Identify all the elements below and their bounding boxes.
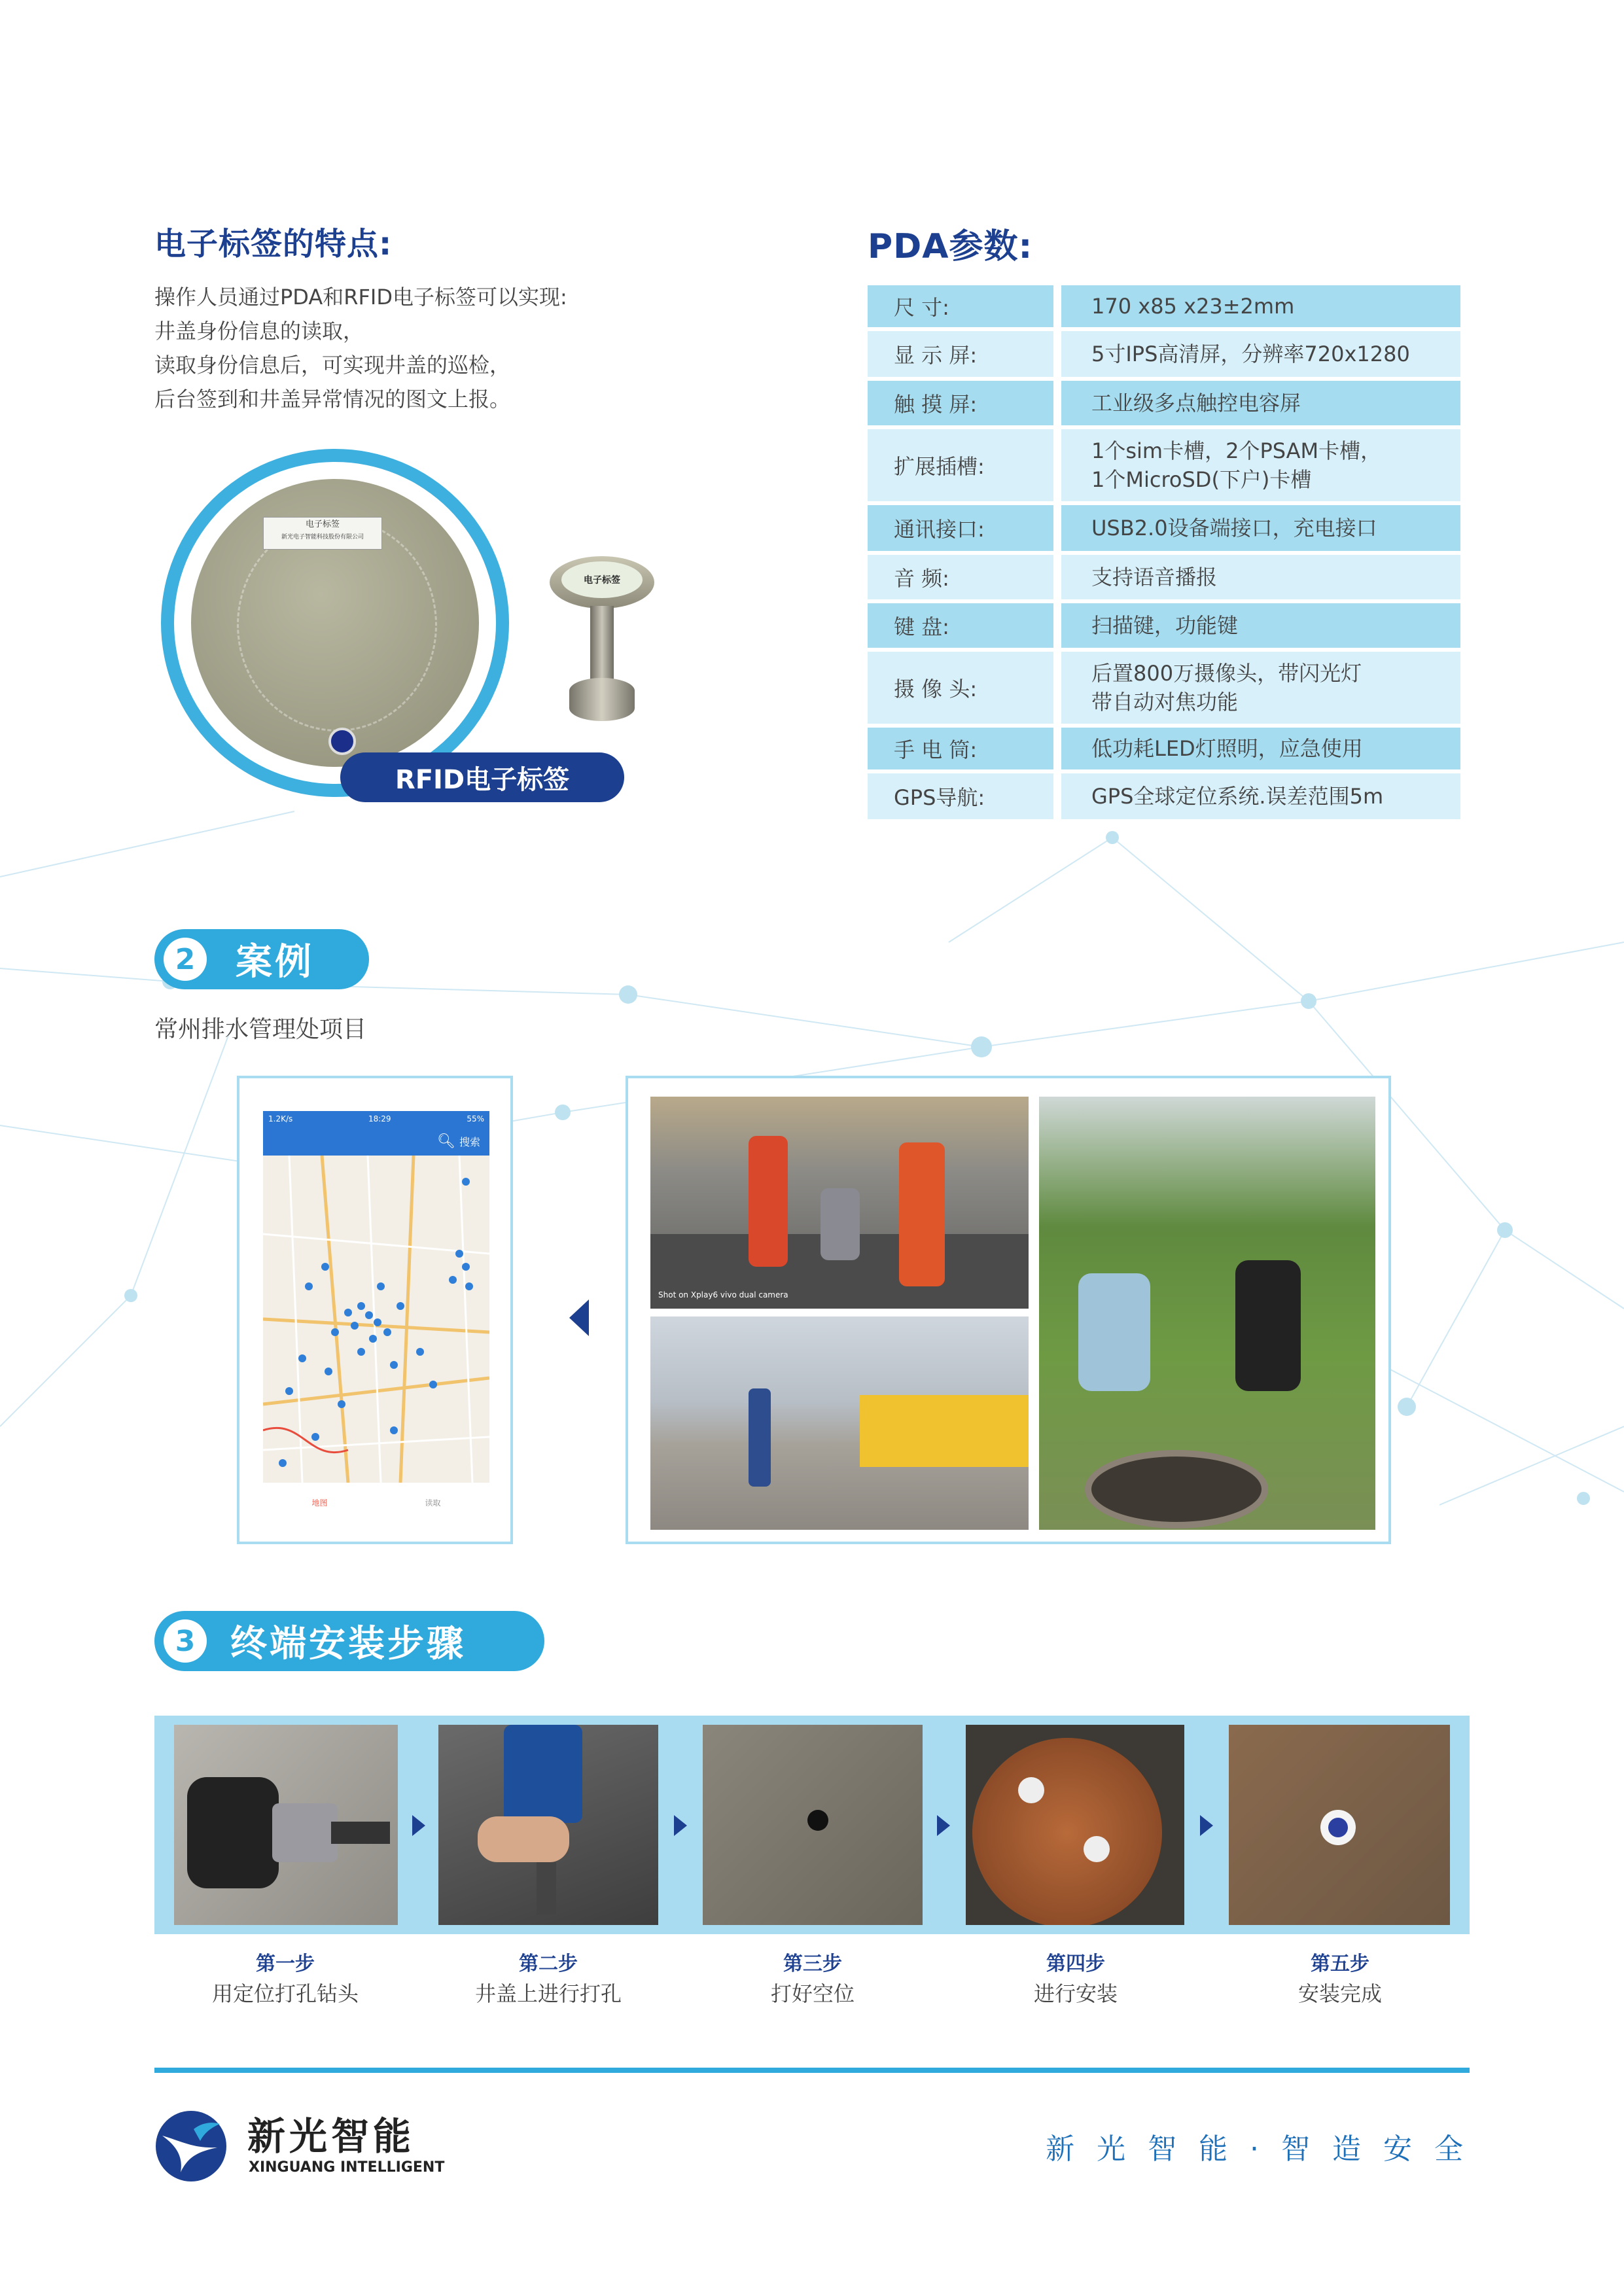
case-section-number: 2	[164, 938, 207, 981]
spec-row	[868, 381, 1460, 425]
features-line: 后台签到和井盖异常情况的图文上报。	[154, 387, 511, 412]
case-section-title: 案例	[236, 941, 314, 983]
case-photo-truck	[650, 1316, 1029, 1530]
install-section-header	[154, 1611, 544, 1671]
cover-label-title: 电子标签	[305, 520, 340, 529]
spec-value: GPS全球定位系统.误差范围5m	[1061, 773, 1460, 819]
tab-map[interactable]: 地图	[311, 1498, 328, 1508]
spec-value-line: 1个MicroSD(下户)卡槽	[1091, 467, 1312, 492]
footer-slogan: 新 光 智 能 · 智 造 安 全	[1046, 2132, 1470, 2166]
spec-row	[868, 285, 1460, 327]
step-desc: 用定位打孔钻头	[211, 1981, 359, 2006]
cover-label-sub: 新光电子智能科技股份有限公司	[281, 534, 364, 540]
case-subtitle: 常州排水管理处项目	[154, 1016, 367, 1043]
spec-row	[868, 555, 1460, 599]
case-photos-frame	[626, 1076, 1391, 1544]
tag-label: 电子标签	[584, 575, 620, 586]
rfid-tag-dot-icon	[328, 728, 356, 755]
brand-name-en: XINGUANG INTELLIGENT	[249, 2159, 445, 2176]
step-photo-drill-bit	[174, 1725, 398, 1925]
case-section-header	[154, 929, 369, 989]
spec-value-line: 带自动对焦功能	[1091, 690, 1239, 715]
step-desc: 井盖上进行打孔	[474, 1981, 622, 2006]
spec-key: 触 摸 屏:	[868, 381, 1053, 425]
app-header	[263, 1127, 489, 1156]
spec-value: 170 x85 x23±2mm	[1061, 285, 1460, 327]
search-icon[interactable]: 🔍︎	[437, 1133, 455, 1150]
step-arrow-icon	[674, 1815, 687, 1836]
tab-read[interactable]: 读取	[425, 1498, 441, 1508]
pda-spec-table	[868, 285, 1460, 823]
rfid-tag-image	[543, 556, 661, 726]
spec-row	[868, 728, 1460, 769]
step-photo-drilling	[438, 1725, 658, 1925]
spec-value	[1061, 652, 1460, 724]
step-title: 第四步	[1046, 1952, 1105, 1975]
step-title: 第二步	[519, 1952, 578, 1975]
status-time: 18:29	[368, 1114, 391, 1123]
footer-divider	[154, 2068, 1470, 2073]
spec-row	[868, 603, 1460, 648]
spec-key: 尺 寸:	[868, 285, 1053, 327]
arrow-left-icon	[569, 1299, 589, 1336]
spec-value-line: 1个sim卡槽，2个PSAM卡槽，	[1091, 438, 1382, 463]
app-bottom-tabs	[263, 1483, 489, 1522]
step-title: 第一步	[256, 1952, 315, 1975]
step-title: 第五步	[1311, 1952, 1369, 1975]
spec-key: 显 示 屏:	[868, 331, 1053, 377]
spec-value: 低功耗LED灯照明，应急使用	[1061, 728, 1460, 769]
spec-row	[868, 773, 1460, 819]
install-section-title: 终端安装步骤	[230, 1623, 466, 1665]
spec-value: 支持语音播报	[1061, 555, 1460, 599]
cover-label	[263, 517, 382, 550]
spec-value-line: 后置800万摄像头，带闪光灯	[1091, 661, 1362, 686]
app-map[interactable]	[263, 1156, 489, 1483]
pda-title: PDA参数:	[868, 227, 1033, 266]
spec-value: 工业级多点触控电容屏	[1061, 381, 1460, 425]
step-desc: 打好空位	[770, 1981, 855, 2006]
step-title: 第三步	[783, 1952, 842, 1975]
app-screenshot-frame	[237, 1076, 513, 1544]
spec-key: 键 盘:	[868, 603, 1053, 648]
spec-value: 5寸IPS高清屏，分辨率720x1280	[1061, 331, 1460, 377]
rfid-badge	[340, 752, 624, 802]
case-photo-trees	[1039, 1097, 1375, 1530]
step-desc: 安装完成	[1297, 1981, 1382, 2006]
step-photo-installing	[966, 1725, 1184, 1925]
app-status-bar	[263, 1111, 489, 1127]
case-photo-workers-road	[650, 1097, 1029, 1309]
features-line: 读取身份信息后，可实现井盖的巡检，	[154, 353, 511, 378]
features-text	[154, 280, 567, 416]
map-roads	[263, 1156, 489, 1483]
install-section-number: 3	[164, 1619, 207, 1663]
spec-value	[1061, 429, 1460, 501]
search-button[interactable]: 搜索	[459, 1135, 480, 1148]
spec-key: 摄 像 头:	[868, 652, 1053, 724]
brand-logo-icon	[154, 2110, 228, 2183]
spec-key: 通讯接口:	[868, 505, 1053, 551]
step-arrow-icon	[937, 1815, 950, 1836]
brand-name-cn: 新光智能	[247, 2114, 415, 2159]
spec-key: 音 频:	[868, 555, 1053, 599]
step-photo-hole	[703, 1725, 923, 1925]
step-arrow-icon	[412, 1815, 425, 1836]
spec-value: 扫描键，功能键	[1061, 603, 1460, 648]
spec-value: USB2.0设备端接口，充电接口	[1061, 505, 1460, 551]
manhole-cover-image	[161, 449, 509, 797]
spec-key: GPS导航:	[868, 773, 1053, 819]
status-right: 55%	[467, 1114, 484, 1123]
features-line: 井盖身份信息的读取，	[154, 319, 364, 344]
brand-logo	[154, 2110, 228, 2183]
rfid-badge-label: RFID电子标签	[395, 764, 570, 795]
step-desc: 进行安装	[1033, 1981, 1118, 2006]
spec-row	[868, 652, 1460, 724]
features-line: 操作人员通过PDA和RFID电子标签可以实现:	[154, 285, 567, 309]
spec-key: 手 电 筒:	[868, 728, 1053, 769]
photo-caption: Shot on Xplay6 vivo dual camera	[658, 1290, 788, 1299]
spec-row	[868, 429, 1460, 501]
step-photo-complete	[1229, 1725, 1450, 1925]
spec-key: 扩展插槽:	[868, 429, 1053, 501]
spec-row	[868, 505, 1460, 551]
spec-row	[868, 331, 1460, 377]
features-title: 电子标签的特点:	[154, 226, 393, 262]
step-arrow-icon	[1200, 1815, 1213, 1836]
status-left: 1.2K/s	[268, 1114, 293, 1123]
